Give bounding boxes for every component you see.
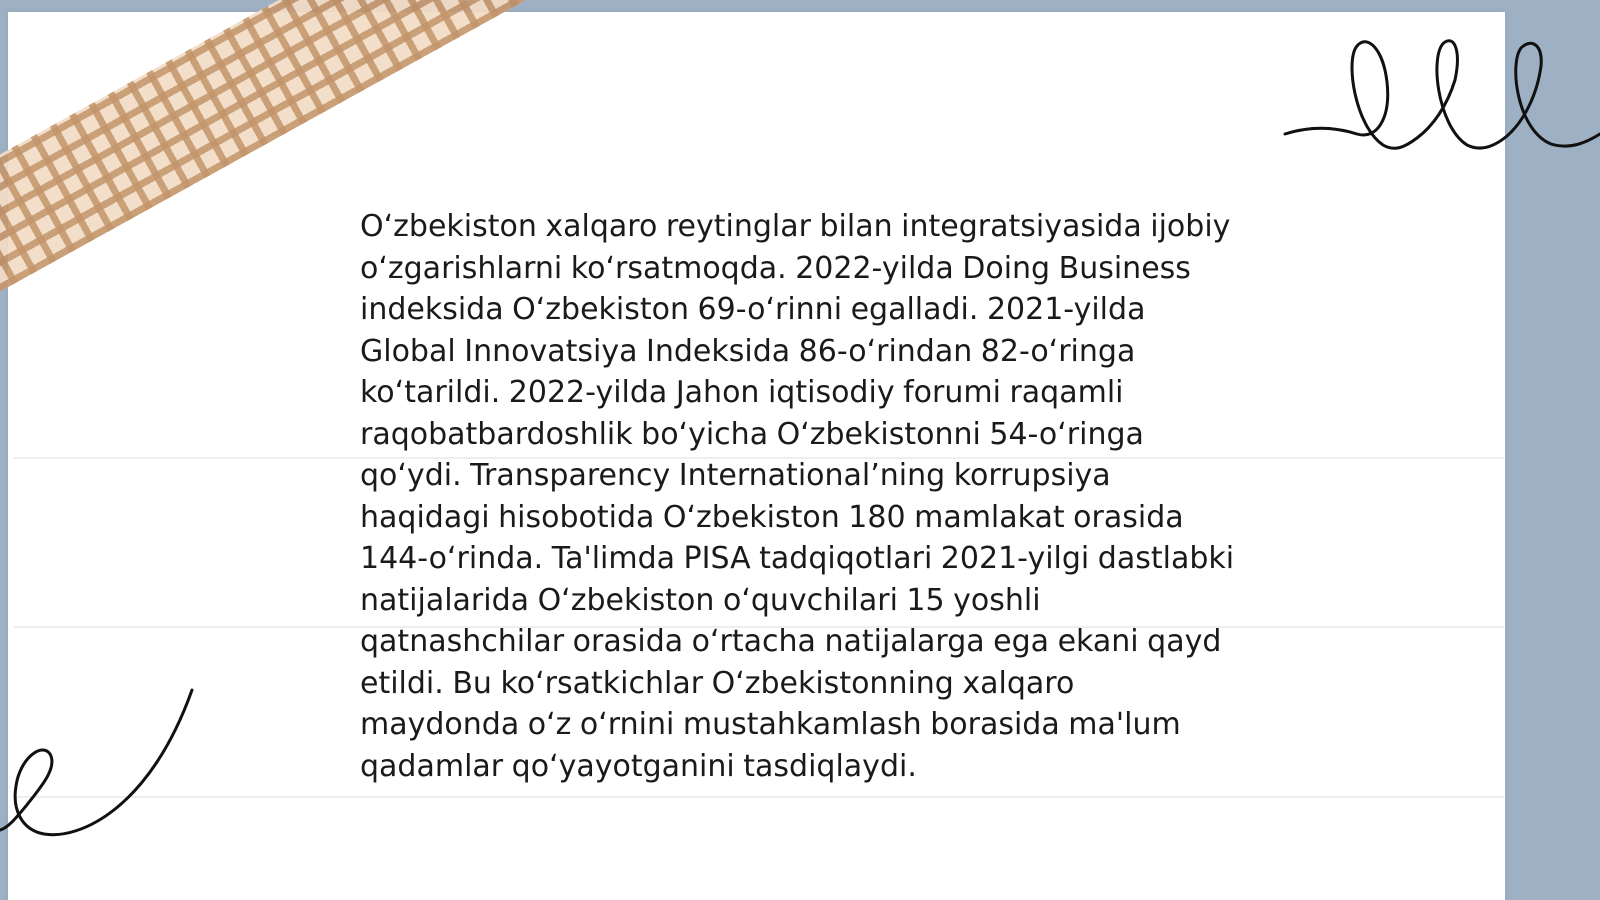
paper-rule-line	[14, 796, 1504, 798]
scribble-loops-icon	[1285, 30, 1600, 170]
scribble-loop-icon	[0, 690, 210, 850]
body-paragraph: O‘zbekiston xalqaro reytinglar bilan integratsiyasida ijobiy o‘zgarishlarni ko‘rsatmoqda. 2022-yilda Doing Business indeksida O‘zbekiston 69-o‘rinni egalladi. 2021-yilda Global Innovatsiya Indeksida 86-o‘rindan 82-o‘ringa ko‘tarildi. 2022-yilda Jahon iqtisodiy forumi raqamli raqobatbardoshlik bo‘yicha O‘zbekistonni 54-o‘ringa qo‘ydi. Transparency International’ning korrupsiya haqidagi hisobotida O‘zbekiston 180 mamlakat orasida 144-o‘rinda. Ta'limda PISA tadqiqotlari 2021-yilgi dastlabki natijalarida O‘zbekiston o‘quvchilari 15 yoshli qatnashchilar orasida o‘rtacha natijalarga ega ekani qayd etildi. Bu ko‘rsatkichlar O‘zbekistonning xalqaro maydonda o‘z o‘rnini mustahkamlash borasida ma'lum qadamlar qo‘yayotganini tasdiqlaydi.	[360, 209, 1235, 784]
